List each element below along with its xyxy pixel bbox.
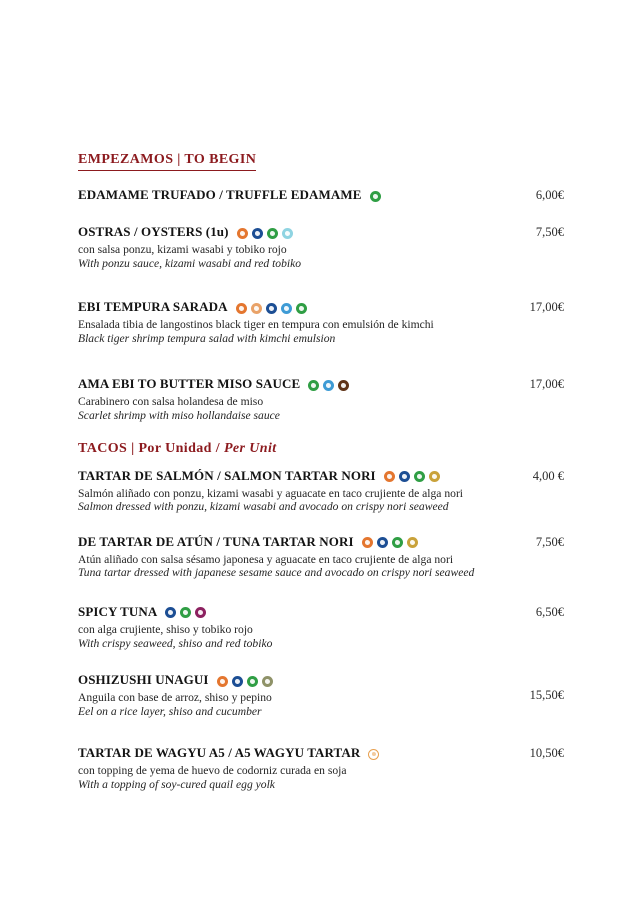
item-description-spanish: Anguila con base de arroz, shiso y pepino xyxy=(78,691,272,705)
section-heading xyxy=(78,152,564,171)
allergen-icons xyxy=(165,607,206,618)
item-title-row xyxy=(78,187,564,203)
allergen-soy-icon xyxy=(296,303,307,314)
item-title: TARTAR DE SALMÓN / SALMON TARTAR NORI xyxy=(78,467,376,483)
allergen-icons xyxy=(370,191,381,202)
item-price: 7,50€ xyxy=(535,534,564,549)
item-title: EDAMAME TRUFADO / TRUFFLE EDAMAME xyxy=(78,187,362,202)
item-title-row xyxy=(78,468,564,484)
allergen-icons xyxy=(308,380,349,391)
menu-item xyxy=(78,468,564,514)
allergen-gluten-icon xyxy=(237,228,248,239)
item-title-row xyxy=(78,534,564,550)
allergen-gluten-icon xyxy=(384,471,395,482)
allergen-gluten-icon xyxy=(217,676,228,687)
menu-item xyxy=(78,187,564,203)
item-price: 6,00€ xyxy=(535,188,564,202)
menu-section xyxy=(78,152,564,423)
allergen-soy-icon xyxy=(370,191,381,202)
allergen-fish-icon xyxy=(399,471,410,482)
section-items xyxy=(78,468,564,792)
section-heading-text xyxy=(78,152,256,171)
menu-item xyxy=(78,604,564,650)
item-title-row xyxy=(78,376,564,392)
menu-item xyxy=(78,224,564,270)
item-title: AMA EBI TO BUTTER MISO SAUCE xyxy=(78,376,301,392)
section-heading xyxy=(78,441,564,457)
item-description-english: Scarlet shrimp with miso hollandaise sauce xyxy=(78,408,280,422)
item-title-row xyxy=(78,224,564,240)
allergen-molluscs-icon xyxy=(282,228,293,239)
item-price: 10,50€ xyxy=(529,746,564,761)
allergen-icons xyxy=(384,471,440,482)
item-description-english: Black tiger shrimp tempura salad with kimchi emulsion xyxy=(78,331,336,345)
item-description-spanish: Salmón aliñado con ponzu, kizami wasabi y aguacate en taco crujiente de alga nori xyxy=(78,486,464,500)
item-title: OSTRAS / OYSTERS (1u) xyxy=(78,224,229,239)
allergen-soy-icon xyxy=(308,380,319,391)
menu-item xyxy=(78,299,564,345)
item-description-english: Tuna tartar dressed with japanese sesame sauce and avocado on crispy nori seaweed xyxy=(78,566,475,580)
allergen-dairy-icon xyxy=(281,303,292,314)
item-price: 17,00€ xyxy=(529,377,564,392)
allergen-gluten-icon xyxy=(236,303,247,314)
item-description-spanish: Ensalada tibia de langostinos black tiger en tempura con emulsión de kimchi xyxy=(78,318,434,332)
item-price: 17,00€ xyxy=(529,300,564,315)
menu-section xyxy=(78,441,564,792)
item-description-spanish: con alga crujiente, shiso y tobiko rojo xyxy=(78,622,253,636)
allergen-sesame-icon xyxy=(407,537,418,548)
item-description-english: With ponzu sauce, kizami wasabi and red tobiko xyxy=(78,256,302,270)
menu-item xyxy=(78,672,564,718)
item-price: 15,50€ xyxy=(529,688,564,703)
item-description-english: With a topping of soy-cured quail egg yolk xyxy=(78,777,275,791)
section-heading-part: TACOS | Por Unidad / xyxy=(78,440,224,456)
item-price: 7,50€ xyxy=(535,225,564,239)
allergen-nuts-icon xyxy=(338,380,349,391)
allergen-icons xyxy=(217,676,273,687)
item-description-spanish: Carabinero con salsa holandesa de miso xyxy=(78,395,264,409)
item-description-english: Salmon dressed with ponzu, kizami wasabi and avocado on crispy nori seaweed xyxy=(78,500,449,514)
allergen-icons xyxy=(237,228,293,239)
allergen-soy-icon xyxy=(392,537,403,548)
item-title: OSHIZUSHI UNAGUI xyxy=(78,672,209,688)
item-title-row xyxy=(78,604,564,620)
section-heading-part: Per Unit xyxy=(223,440,277,456)
allergen-soy-icon xyxy=(267,228,278,239)
allergen-soy-icon xyxy=(414,471,425,482)
section-heading-text xyxy=(78,441,277,456)
allergen-gluten-icon xyxy=(362,537,373,548)
allergen-icons xyxy=(236,303,307,314)
item-description-spanish: con topping de yema de huevo de codorniz curada en soja xyxy=(78,764,347,778)
menu-item xyxy=(78,376,564,422)
item-title-row xyxy=(78,745,564,761)
item-description-spanish: Atún aliñado con salsa sésamo japonesa y aguacate en taco crujiente de alga nori xyxy=(78,552,454,566)
allergen-crustaceans-icon xyxy=(251,303,262,314)
allergen-icons xyxy=(362,537,418,548)
item-title: DE TARTAR DE ATÚN / TUNA TARTAR NORI xyxy=(78,533,354,549)
allergen-sesame-icon xyxy=(262,676,273,687)
item-description-english: Eel on a rice layer, shiso and cucumber xyxy=(78,704,262,718)
section-heading-part: EMPEZAMOS | TO BEGIN xyxy=(78,152,257,167)
menu xyxy=(78,152,564,792)
section-items xyxy=(78,187,564,423)
item-price: 4,00 € xyxy=(532,468,564,483)
allergen-egg-icon xyxy=(368,749,379,760)
item-title-row xyxy=(78,299,564,315)
allergen-fish-icon xyxy=(377,537,388,548)
allergen-sesame-icon xyxy=(429,471,440,482)
allergen-fish-icon xyxy=(252,228,263,239)
allergen-icons xyxy=(368,749,379,760)
item-title: TARTAR DE WAGYU A5 / A5 WAGYU TARTAR xyxy=(78,745,361,761)
allergen-soy-icon xyxy=(180,607,191,618)
item-price: 6,50€ xyxy=(535,604,564,619)
allergen-soy-icon xyxy=(247,676,258,687)
item-description-english: With crispy seaweed, shiso and red tobiko xyxy=(78,636,273,650)
menu-item xyxy=(78,745,564,791)
allergen-fish-icon xyxy=(165,607,176,618)
menu-item xyxy=(78,534,564,580)
item-title: EBI TEMPURA SARADA xyxy=(78,299,228,315)
allergen-sulphites-icon xyxy=(195,607,206,618)
allergen-fish-icon xyxy=(232,676,243,687)
allergen-dairy-icon xyxy=(323,380,334,391)
item-title: SPICY TUNA xyxy=(78,603,158,619)
item-description-spanish: con salsa ponzu, kizami wasabi y tobiko rojo xyxy=(78,243,287,256)
allergen-fish-icon xyxy=(266,303,277,314)
